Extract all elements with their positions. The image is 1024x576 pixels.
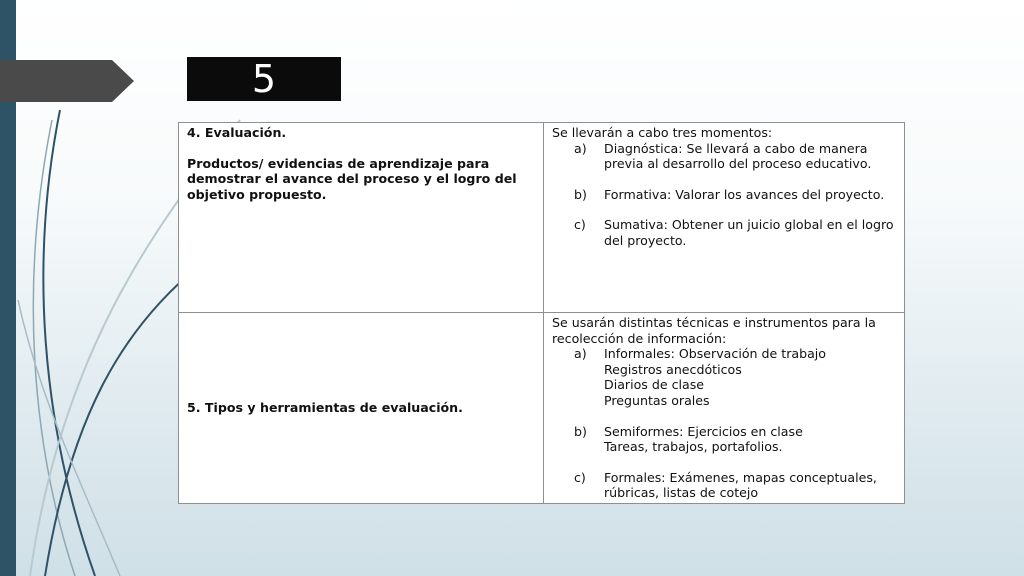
content-table xyxy=(178,122,905,504)
table-row xyxy=(179,313,905,504)
list-item xyxy=(552,217,896,248)
list-marker: b) xyxy=(574,423,587,439)
list-marker: b) xyxy=(574,186,587,202)
list-item xyxy=(552,187,896,203)
list-item-text: Diagnóstica: Se llevará a cabo de manera previa al desarrollo del proceso educativo. xyxy=(604,140,872,172)
intro-text: Se llevarán a cabo tres momentos: xyxy=(552,125,773,140)
table-cell-right xyxy=(544,123,905,313)
list-continuation: Tareas, trabajos, portafolios. xyxy=(604,439,783,455)
intro-text: Se usarán distintas técnicas e instrumentos para la recolección de información: xyxy=(552,315,876,346)
table-cell-right xyxy=(544,313,905,504)
list-item-text: Formales: Exámenes, mapas conceptuales, rúbricas, listas de cotejo xyxy=(604,469,877,501)
row-title: 5. Tipos y herramientas de evaluación. xyxy=(187,400,463,416)
list-continuation: Diarios de clase xyxy=(604,377,705,393)
list-item-text: Formativa: Valorar los avances del proyecto. xyxy=(604,186,885,202)
table-row xyxy=(179,123,905,313)
table-cell-left xyxy=(179,123,544,313)
list-marker: c) xyxy=(574,469,586,485)
arrow-tab-shape xyxy=(0,60,134,102)
list-marker: a) xyxy=(574,346,587,362)
list-item-text: Informales: Observación de trabajo xyxy=(604,346,827,362)
list-item-text: Sumativa: Obtener un juicio global en el logro del proyecto. xyxy=(604,217,894,248)
list-item xyxy=(552,141,896,172)
list-marker: c) xyxy=(574,217,586,233)
table-cell-left xyxy=(179,313,544,504)
list-continuation: Registros anecdóticos xyxy=(604,361,742,377)
list-item-text: Semiformes: Ejercicios en clase xyxy=(604,423,803,439)
list-marker: a) xyxy=(574,140,587,156)
list-continuation: Preguntas orales xyxy=(604,392,710,408)
list-item xyxy=(552,424,896,440)
slide-number: 5 xyxy=(187,57,341,101)
list-item xyxy=(552,470,896,501)
list-item xyxy=(552,346,896,362)
row-title: 4. Evaluación. xyxy=(187,125,287,140)
row-description: Productos/ evidencias de aprendizaje para demostrar el avance del proceso y el logro del objetivo propuesto. xyxy=(187,155,517,202)
